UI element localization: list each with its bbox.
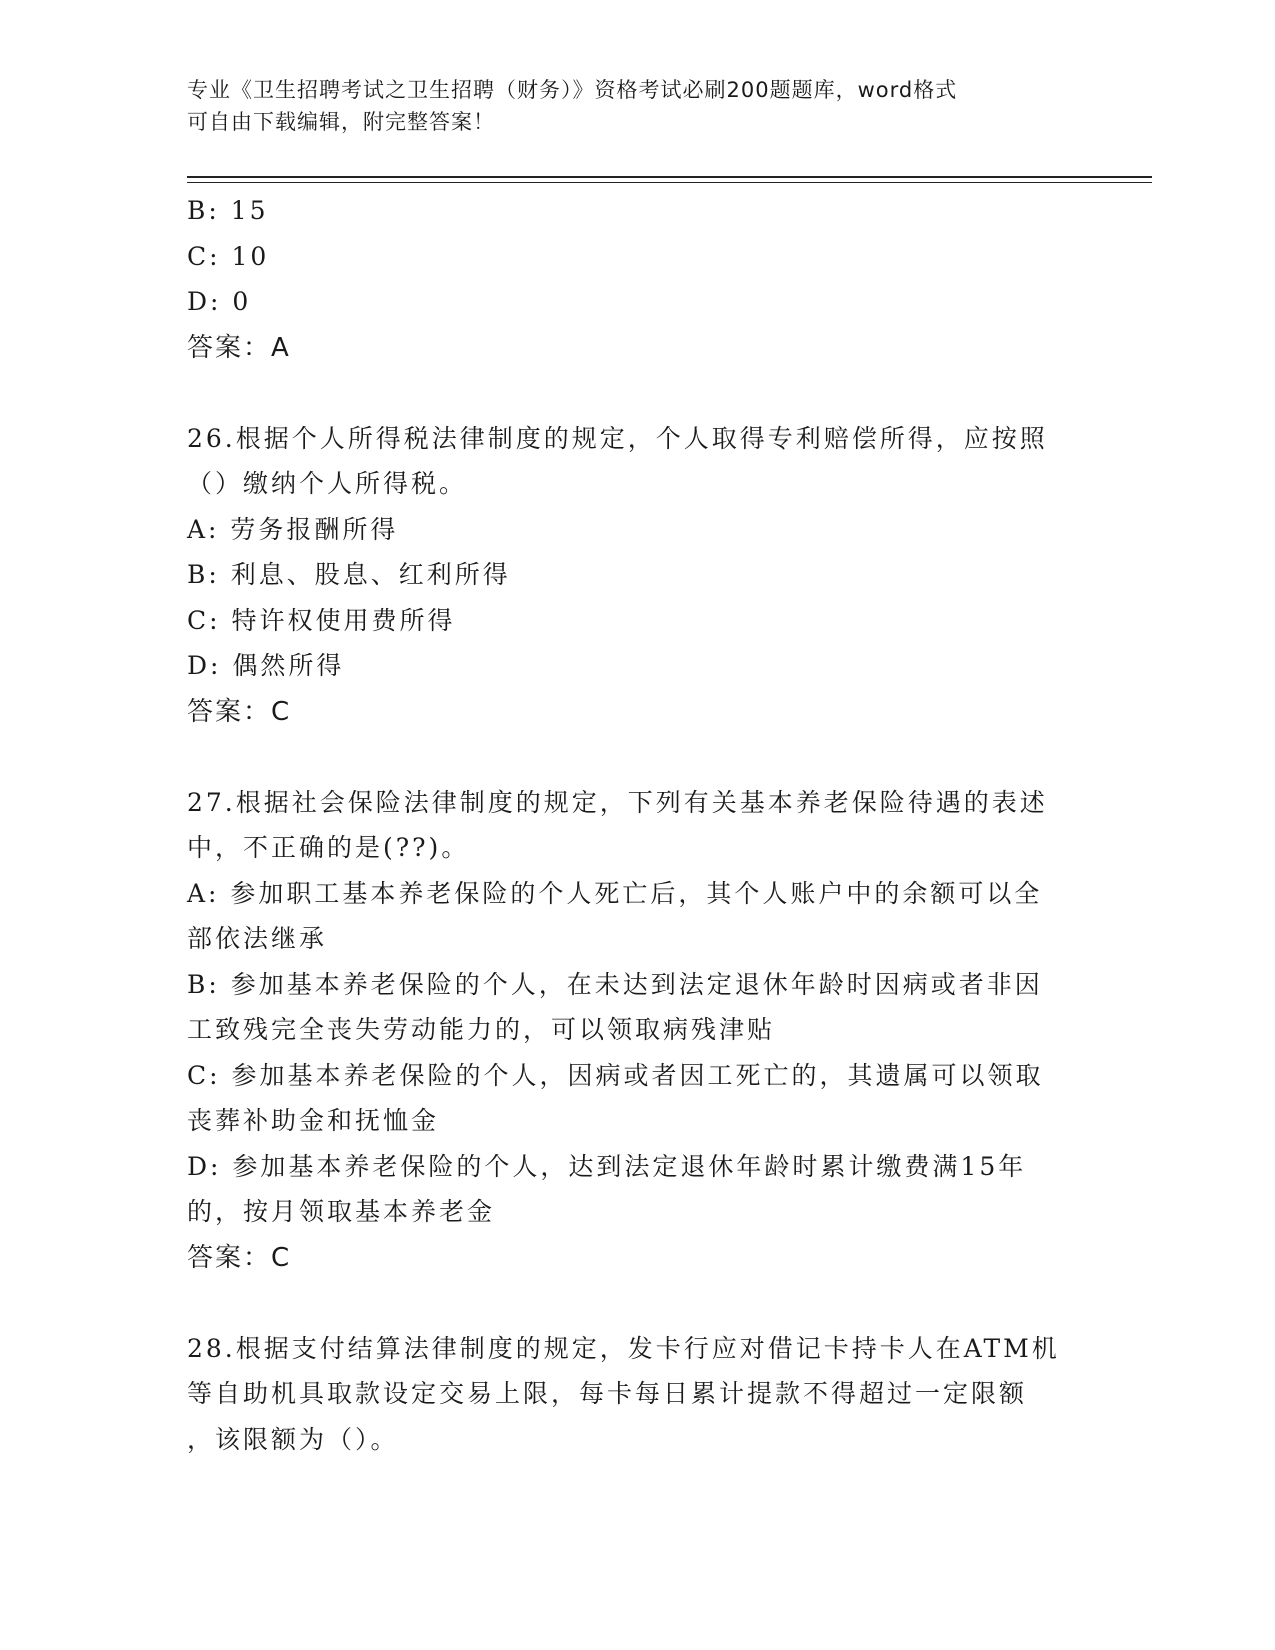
header-rule [187,176,1152,178]
question-26 [187,416,1087,735]
header-rule-thin [187,182,1152,183]
option-a: A: 参加职工基本养老保险的个人死亡后，其个人账户中的余额可以全 [187,878,1043,908]
spacer [187,371,1087,416]
option-d-continued: 的，按月领取基本养老金 [187,1197,496,1226]
option-b: B: 参加基本养老保险的个人，在未达到法定退休年龄时因病或者非因 [187,969,1043,999]
option-d: D: 0 [187,287,252,316]
option-a: A: 劳务报酬所得 [187,514,399,544]
spacer [187,735,1087,780]
answer: 答案：C [187,696,292,727]
prev-question [187,188,1087,371]
answer: 答案：A [187,332,291,363]
question-27 [187,780,1087,1281]
header-line-1: 专业《卫生招聘考试之卫生招聘（财务）》资格考试必刷200题题库，word格式 [187,78,958,102]
spacer [187,1281,1087,1326]
document-body [187,188,1087,1462]
question-stem: （）缴纳个人所得税。 [187,469,468,498]
option-b: B: 利息、股息、红利所得 [187,560,511,589]
option-d: D: 偶然所得 [187,651,345,680]
option-c: C: 参加基本养老保险的个人，因病或者因工死亡的，其遗属可以领取 [187,1060,1044,1090]
option-b-continued: 工致残完全丧失劳动能力的，可以领取病残津贴 [187,1015,776,1044]
option-c-continued: 丧葬补助金和抚恤金 [187,1106,440,1135]
option-d: D: 参加基本养老保险的个人，达到法定退休年龄时累计缴费满15年 [187,1151,1027,1181]
question-stem: 28.根据支付结算法律制度的规定，发卡行应对借记卡持卡人在ATM机 [187,1333,1060,1363]
question-28 [187,1326,1087,1463]
option-a-continued: 部依法继承 [187,924,328,953]
header-line-2: 可自由下载编辑，附完整答案！ [187,110,495,134]
answer: 答案：C [187,1242,292,1273]
question-stem: 等自助机具取款设定交易上限，每卡每日累计提款不得超过一定限额 [187,1379,1028,1408]
option-b: B: 15 [187,196,269,225]
option-c: C: 10 [187,241,270,271]
question-stem: ，该限额为（）。 [187,1424,399,1454]
question-stem: 中，不正确的是(??)。 [187,833,470,862]
document-header [187,74,1067,138]
option-c: C: 特许权使用费所得 [187,605,456,635]
question-stem: 26.根据个人所得税法律制度的规定，个人取得专利赔偿所得，应按照 [187,423,1048,453]
question-stem: 27.根据社会保险法律制度的规定，下列有关基本养老保险待遇的表述 [187,787,1048,817]
